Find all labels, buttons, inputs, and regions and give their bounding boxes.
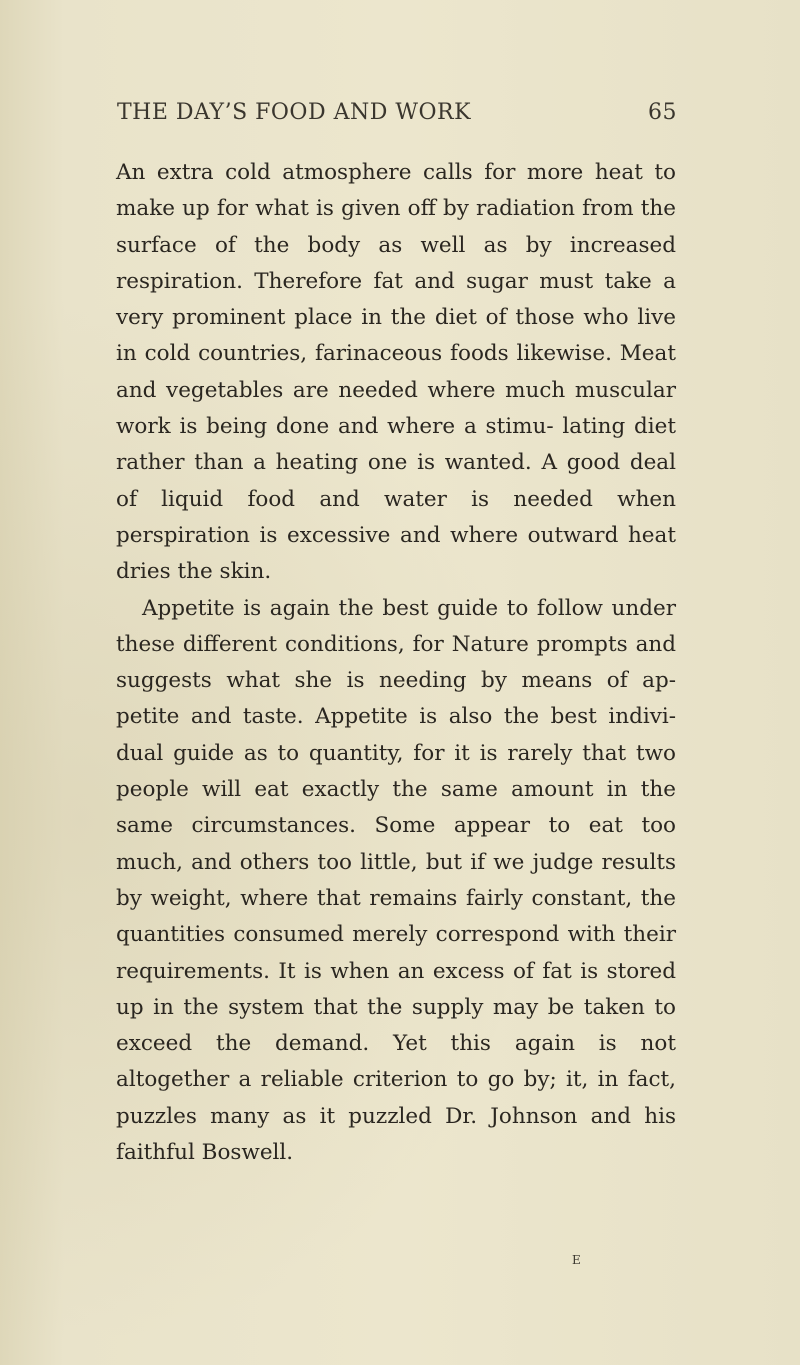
body-text — [116, 155, 676, 1171]
paragraph: Appetite is again the best guide to follow under these different conditions, for Nature prompts and suggests what she is needing by means of ap- petite and taste. Appetite is also the best indivi- dual guide as to quantity, for it is rarely that two people will eat exactly the same amount in the same circumstances. Some appear to eat too much, and others too little, but if we judge results by weight, where that remains fairly constant, the quantities consumed merely correspond with their requirements. It is when an excess of fat is stored up in the system that the supply may be taken to exceed the demand. Yet this again is not altogether a reliable criterion to go by; it, in fact, puzzles many as it puzzled Dr. Johnson and his faithful Boswell. — [116, 595, 676, 1166]
paragraph: An extra cold atmosphere calls for more heat to make up for what is given off by radiation from the surface of the body as well as by increased respiration. Therefore fat and sugar must take a very prominent place in the diet of those who live in cold countries, farinaceous foods likewise. Meat and vegetables are needed where much muscular work is being done and where a stimu- lating diet rather than a heating one is wanted. A good deal of liquid food and water is needed when perspiration is excessive and where outward heat dries the skin. — [116, 160, 676, 585]
page-header — [117, 100, 677, 136]
page-number: 65 — [648, 100, 677, 125]
running-head: THE DAY’S FOOD AND WORK — [117, 100, 472, 125]
signature-mark: E — [572, 1253, 582, 1267]
